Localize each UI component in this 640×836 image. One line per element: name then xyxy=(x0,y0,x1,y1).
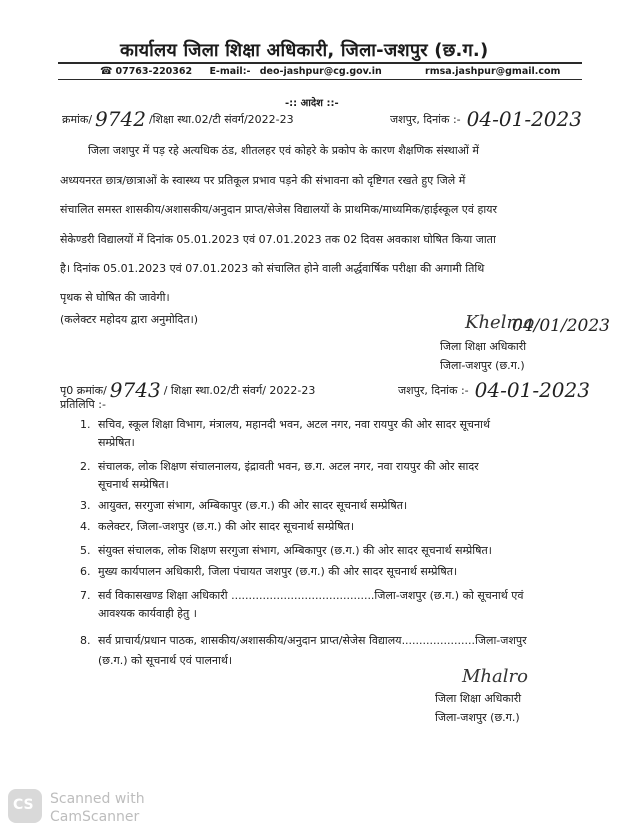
copy-item-text: संयुक्त संचालक, लोक शिक्षण सरगुजा संभाग, अम्बिकापुर (छ.ग.) की ओर सादर सूचनार्थ सम्प्रेषित। xyxy=(98,544,492,557)
copy-item-text: सर्व प्राचार्य/प्रधान पाठक, शासकीय/अशासकीय/अनुदान प्राप्त/सेजेस विद्यालय.....................जिला-जशपुर xyxy=(98,634,527,647)
copy-item-2 xyxy=(80,460,479,474)
body-line-3: संचालित समस्त शासकीय/अशासकीय/अनुदान प्राप्त/सेजेस विद्यालयों के प्राथमिक/माध्यमिक/हाईस्कूल एवं हायर xyxy=(60,203,498,216)
endorsement-reference-prefix: पृ0 क्रमांक/ xyxy=(60,384,107,397)
place-date-label: जशपुर, दिनांक :- xyxy=(390,113,461,126)
signatory-title-1: जिला शिक्षा अधिकारी xyxy=(440,340,527,353)
copy-item-6 xyxy=(80,565,457,579)
copy-item-8 xyxy=(80,634,527,648)
phone-number: 07763-220362 xyxy=(115,66,193,77)
signatory-place-1: जिला-जशपुर (छ.ग.) xyxy=(440,359,525,372)
copy-item-number: 3. xyxy=(80,499,91,512)
header-rule-top xyxy=(58,62,582,64)
email-label: E-mail:- xyxy=(209,66,251,77)
copy-item-text: आयुक्त, सरगुजा संभाग, अम्बिकापुर (छ.ग.) की ओर सादर सूचनार्थ सम्प्रेषित। xyxy=(98,499,408,512)
endorsement-reference xyxy=(60,380,315,400)
copy-item-8-cont: (छ.ग.) को सूचनार्थ एवं पालनार्थ। xyxy=(98,654,233,667)
copy-item-4 xyxy=(80,520,354,534)
camscanner-logo-text: CS xyxy=(13,797,34,813)
body-line-1: जिला जशपुर में पड़ रहे अत्यधिक ठंड, शीतलहर एवं कोहरे के प्रकोप के कारण शैक्षणिक संस्थाओं में xyxy=(88,144,480,157)
copy-item-number: 6. xyxy=(80,565,91,578)
phone-icon: ☎ xyxy=(100,66,113,77)
body-line-2: अध्ययनरत छात्र/छात्राओं के स्वास्थ्य पर प्रतिकूल प्रभाव पड़ने की संभावना को दृष्टिगत रखते हुए जिले में xyxy=(60,174,466,187)
endorsement-number-handwritten: 9743 xyxy=(109,378,161,402)
copy-item-text: संचालक, लोक शिक्षण संचालनालय, इंद्रावती भवन, छ.ग. अटल नगर, नवा रायपुर की ओर सादर xyxy=(98,460,479,473)
contact-bar xyxy=(100,66,560,77)
body-line-6: पृथक से घोषित की जावेगी। xyxy=(60,291,170,304)
email-primary: deo-jashpur@cg.gov.in xyxy=(259,66,382,77)
camscanner-brand-text: CamScanner xyxy=(50,809,140,825)
endorsement-date-line xyxy=(398,380,590,400)
copy-item-text: मुख्य कार्यपालन अधिकारी, जिला पंचायत जशपुर (छ.ग.) की ओर सादर सूचनार्थ सम्प्रेषित। xyxy=(98,565,458,578)
email-secondary: rmsa.jashpur@gmail.com xyxy=(425,66,561,77)
copy-item-number: 8. xyxy=(80,634,91,647)
copy-item-7 xyxy=(80,589,523,603)
copy-item-number: 1. xyxy=(80,418,91,431)
order-heading: -:: आदेश ::- xyxy=(285,98,339,109)
body-line-5: है। दिनांक 05.01.2023 एवं 07.01.2023 को संचालित होने वाली अर्द्धवार्षिक परीक्षा की अगामी तिथि xyxy=(60,262,485,275)
header-rule-bottom xyxy=(58,79,582,80)
signature-date-handwritten: 04/01/2023 xyxy=(512,316,610,336)
order-number-handwritten: 9742 xyxy=(95,107,146,131)
signatory-place-2: जिला-जशपुर (छ.ग.) xyxy=(435,711,520,724)
copy-item-text: सचिव, स्कूल शिक्षा विभाग, मंत्रालय, महानदी भवन, अटल नगर, नवा रायपुर की ओर सादर सूचनार्थ xyxy=(98,418,490,431)
order-reference xyxy=(62,109,294,129)
endorsement-reference-suffix: / शिक्षा स्था.02/टी संवर्ग/ 2022-23 xyxy=(163,384,316,397)
officer-signature-2: Mhalro xyxy=(462,666,528,687)
order-reference-prefix: क्रमांक/ xyxy=(62,113,93,126)
copy-item-2-cont: सूचनार्थ सम्प्रेषित। xyxy=(98,478,169,491)
officer-signature-1: Khelmo xyxy=(465,312,535,333)
order-reference-suffix: /शिक्षा स्था.02/टी संवर्ग/2022-23 xyxy=(148,113,294,126)
copy-item-text: सर्व विकासखण्ड शिक्षा अधिकारी .........................................जिला-जशपुर (छ.ग.) को सूचनार्थ एवं xyxy=(98,589,524,602)
signatory-title-2: जिला शिक्षा अधिकारी xyxy=(435,692,522,705)
copy-item-number: 2. xyxy=(80,460,91,473)
scanned-with-text: Scanned with xyxy=(50,791,145,807)
body-line-4: सेकेण्डरी विद्यालयों में दिनांक 05.01.2023 एवं 07.01.2023 तक 02 दिवस अवकाश घोषित किया जाता xyxy=(60,233,496,246)
copy-to-label: प्रतिलिपि :- xyxy=(60,398,106,411)
endorsement-date-label: जशपुर, दिनांक :- xyxy=(398,384,469,397)
copy-item-5 xyxy=(80,544,492,558)
copy-item-7-cont: आवश्यक कार्यवाही हेतु । xyxy=(98,607,197,620)
copy-item-text: कलेक्टर, जिला-जशपुर (छ.ग.) की ओर सादर सूचनार्थ सम्प्रेषित। xyxy=(98,520,354,533)
office-letterhead-title: कार्यालय जिला शिक्षा अधिकारी, जिला-जशपुर (छ.ग.) xyxy=(120,40,489,61)
copy-item-number: 7. xyxy=(80,589,91,602)
copy-item-1-cont: सम्प्रेषित। xyxy=(98,436,135,449)
copy-item-3 xyxy=(80,499,407,513)
copy-item-1 xyxy=(80,418,490,432)
approval-note: (कलेक्टर महोदय द्वारा अनुमोदित।) xyxy=(60,313,199,326)
order-date-handwritten: 04-01-2023 xyxy=(466,107,582,131)
order-date-line xyxy=(390,109,582,129)
endorsement-date-handwritten: 04-01-2023 xyxy=(474,378,590,402)
copy-item-number: 4. xyxy=(80,520,91,533)
copy-item-number: 5. xyxy=(80,544,91,557)
